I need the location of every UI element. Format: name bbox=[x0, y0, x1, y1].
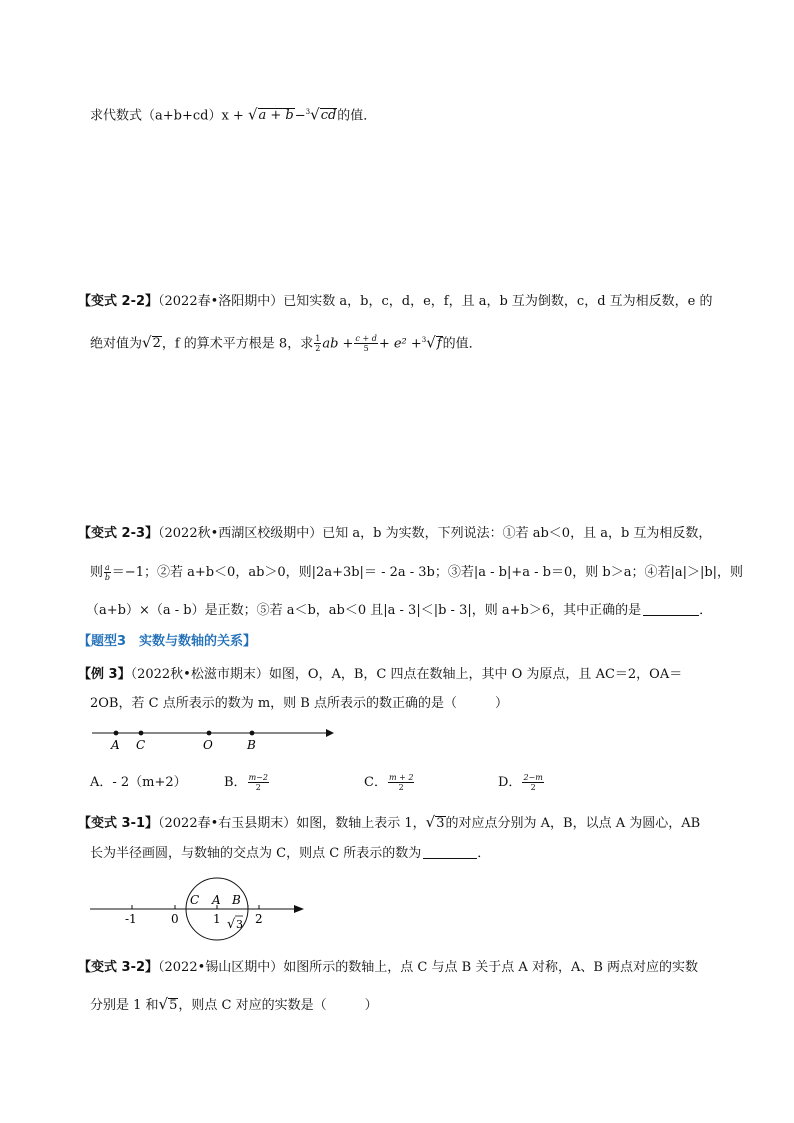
sqrt-symbol: √ bbox=[425, 813, 436, 831]
cuberoot-index: 3 bbox=[305, 108, 311, 116]
variant-2-2-line2 bbox=[90, 330, 482, 354]
sqrt-symbol: √ bbox=[227, 917, 236, 932]
option-label: C． bbox=[364, 775, 387, 790]
variant-2-2-tag: 【变式 2-2】 bbox=[78, 294, 159, 309]
variant-2-3-line1 bbox=[78, 524, 711, 544]
frac-num: m + 2 bbox=[388, 773, 414, 782]
variant-2-3-line2 bbox=[90, 563, 743, 583]
variant-3-2-line1 bbox=[78, 958, 698, 978]
v22-sqrt-value: 2 bbox=[152, 336, 161, 352]
axis-arrow bbox=[326, 729, 334, 737]
variant-3-1-tag: 【变式 3-1】 bbox=[78, 816, 159, 831]
frac-den: 2 bbox=[315, 344, 321, 354]
point-label-a: A bbox=[212, 893, 221, 907]
option-text: - 2（m+2） bbox=[112, 775, 187, 790]
expr-text-post: 的值． bbox=[337, 108, 377, 124]
cuberoot-symbol: √ bbox=[310, 105, 320, 124]
example-3-text: （2022秋•松滋市期末）如图，O，A，B，C 四点在数轴上，其中 O 为原点，且 AC＝2，OA＝ bbox=[130, 667, 683, 682]
frac-den: 2 bbox=[398, 783, 404, 792]
sqrt-symbol: √ bbox=[158, 995, 169, 1013]
axis-label-o: O bbox=[203, 738, 213, 752]
answer-blank[interactable] bbox=[423, 844, 477, 859]
point-o-dot bbox=[207, 731, 212, 736]
variant-3-2-text: （2022•锡山区期中）如图所示的数轴上，点 C 与点 B 关于点 A 对称，A、B 两点对应的实数 bbox=[158, 960, 699, 975]
frac-num: m−2 bbox=[248, 773, 268, 782]
v31-sqrt-value: 3 bbox=[436, 816, 445, 831]
variant-3-1-line2 bbox=[90, 844, 490, 864]
fraction-cd bbox=[354, 334, 377, 353]
frac-den: 5 bbox=[363, 344, 369, 354]
point-label-b: B bbox=[232, 893, 241, 907]
v23-text-b: ＝−1；②若 a+b＜0，ab＞0，则|2a+3b|＝ - 2a - 3b；③若|a - b|+a - b＝0，则 b＞a；④若|a|＞|b|，则 bbox=[111, 565, 744, 580]
option-fraction bbox=[388, 773, 414, 792]
minus-sign: − bbox=[294, 108, 306, 124]
variant-2-3-text: （2022秋•西湖区校级期中）已知 a，b 为实数，下列说法：①若 ab＜0，且 a，b 互为相反数， bbox=[158, 526, 712, 541]
example-3-text-2: 2OB，若 C 点所表示的数为 m，则 B 点所表示的数正确的是（ bbox=[90, 696, 457, 711]
option-d[interactable] bbox=[498, 773, 545, 793]
variant-3-1-line1 bbox=[78, 812, 700, 834]
v22-radicand: f bbox=[436, 336, 442, 352]
axis-arrow bbox=[294, 905, 304, 913]
cuberoot-index: 3 bbox=[421, 336, 427, 344]
v22-text-e: 的值． bbox=[442, 336, 482, 352]
number-line-circle-figure bbox=[86, 872, 310, 946]
option-fraction bbox=[248, 773, 269, 792]
frac-den: 2 bbox=[530, 783, 536, 792]
v32-text-end: ） bbox=[364, 998, 378, 1013]
option-c[interactable] bbox=[364, 773, 415, 793]
v32-sqrt-value: 5 bbox=[169, 998, 178, 1013]
cuberoot-symbol: √ bbox=[426, 333, 436, 352]
example-3-text-end: ） bbox=[494, 696, 508, 711]
option-fraction bbox=[522, 773, 543, 792]
v31-text-a: （2022春•右玉县期末）如图，数轴上表示 1， bbox=[158, 816, 426, 831]
axis-label-b: B bbox=[247, 738, 256, 752]
tick-label-1: 1 bbox=[213, 912, 221, 926]
radicand-1: a + b bbox=[258, 108, 294, 124]
frac-num: a bbox=[105, 563, 110, 572]
example-3-line1 bbox=[78, 665, 682, 685]
frac-den: b bbox=[104, 573, 110, 582]
frac-num: 2−m bbox=[523, 773, 543, 782]
option-b[interactable] bbox=[224, 773, 270, 793]
v22-text-a: 绝对值为 bbox=[90, 336, 143, 352]
fraction-a-over-b bbox=[104, 563, 111, 582]
sqrt3-label: 3 bbox=[236, 918, 243, 931]
frac-num: c + d bbox=[355, 334, 377, 344]
v22-text-d: + e² + bbox=[378, 336, 422, 352]
sqrt-symbol: √ bbox=[142, 333, 152, 352]
v31-text-c: 长为半径画圆，与数轴的交点为 C，则点 C 所表示的数为 bbox=[90, 846, 422, 861]
tick-label-0: 0 bbox=[171, 912, 179, 926]
option-a[interactable] bbox=[90, 773, 187, 793]
option-label: D． bbox=[498, 775, 522, 790]
section-heading-3: 【题型3 实数与数轴的关系】 bbox=[78, 634, 257, 649]
radicand-2: cd bbox=[320, 108, 337, 124]
v22-text-c: ab + bbox=[322, 336, 354, 352]
axis-label-c: C bbox=[136, 738, 146, 752]
v31-text-b: 的对应点分别为 A，B，以点 A 为圆心，AB bbox=[445, 816, 701, 831]
axis-label-a: A bbox=[111, 738, 120, 752]
v23-text-end: ． bbox=[699, 603, 713, 618]
example-3-line2 bbox=[90, 694, 508, 714]
variant-2-3-tag: 【变式 2-3】 bbox=[78, 526, 159, 541]
frac-den: 2 bbox=[255, 783, 261, 792]
v32-text-a: 分别是 1 和 bbox=[90, 998, 159, 1013]
fraction-half bbox=[314, 334, 321, 353]
tick-label-2: 2 bbox=[255, 912, 263, 926]
tick-label-neg1: -1 bbox=[125, 912, 137, 926]
point-label-c: C bbox=[190, 893, 200, 907]
v31-text-end: ． bbox=[477, 846, 491, 861]
option-label: A． bbox=[90, 775, 113, 790]
v32-text-b: ，则点 C 对应的实数是（ bbox=[178, 998, 327, 1013]
variant-3-2-line2 bbox=[90, 994, 378, 1016]
v22-text-b: ，f 的算术平方根是 8，求 bbox=[161, 336, 314, 352]
variant-2-2-text: （2022春•洛阳期中）已知实数 a，b，c，d，e，f，且 a，b 互为倒数，c，d 互为相反数，e 的 bbox=[158, 294, 713, 309]
point-b-dot bbox=[250, 731, 255, 736]
point-a-dot bbox=[114, 731, 119, 736]
variant-3-2-tag: 【变式 3-2】 bbox=[78, 960, 159, 975]
sqrt-symbol: √ bbox=[247, 105, 258, 124]
v23-text-c: （a+b）×（a - b）是正数；⑤若 a＜b，ab＜0 且|a - 3|＜|b - 3|，则 a+b＞6，其中正确的是 bbox=[86, 603, 642, 618]
example-3-tag: 【例 3】 bbox=[78, 667, 131, 682]
variant-2-3-line3 bbox=[86, 601, 712, 621]
option-label: B． bbox=[224, 775, 247, 790]
frac-num: 1 bbox=[315, 334, 321, 344]
expr-text-pre: 求代数式（a+b+cd）x + bbox=[90, 108, 248, 124]
v23-text-a: 则 bbox=[90, 565, 104, 580]
expression-question bbox=[90, 102, 376, 126]
number-line-example-3 bbox=[86, 722, 338, 752]
answer-blank[interactable] bbox=[643, 601, 699, 616]
point-c-dot bbox=[139, 731, 144, 736]
variant-2-2-line1 bbox=[78, 292, 712, 312]
